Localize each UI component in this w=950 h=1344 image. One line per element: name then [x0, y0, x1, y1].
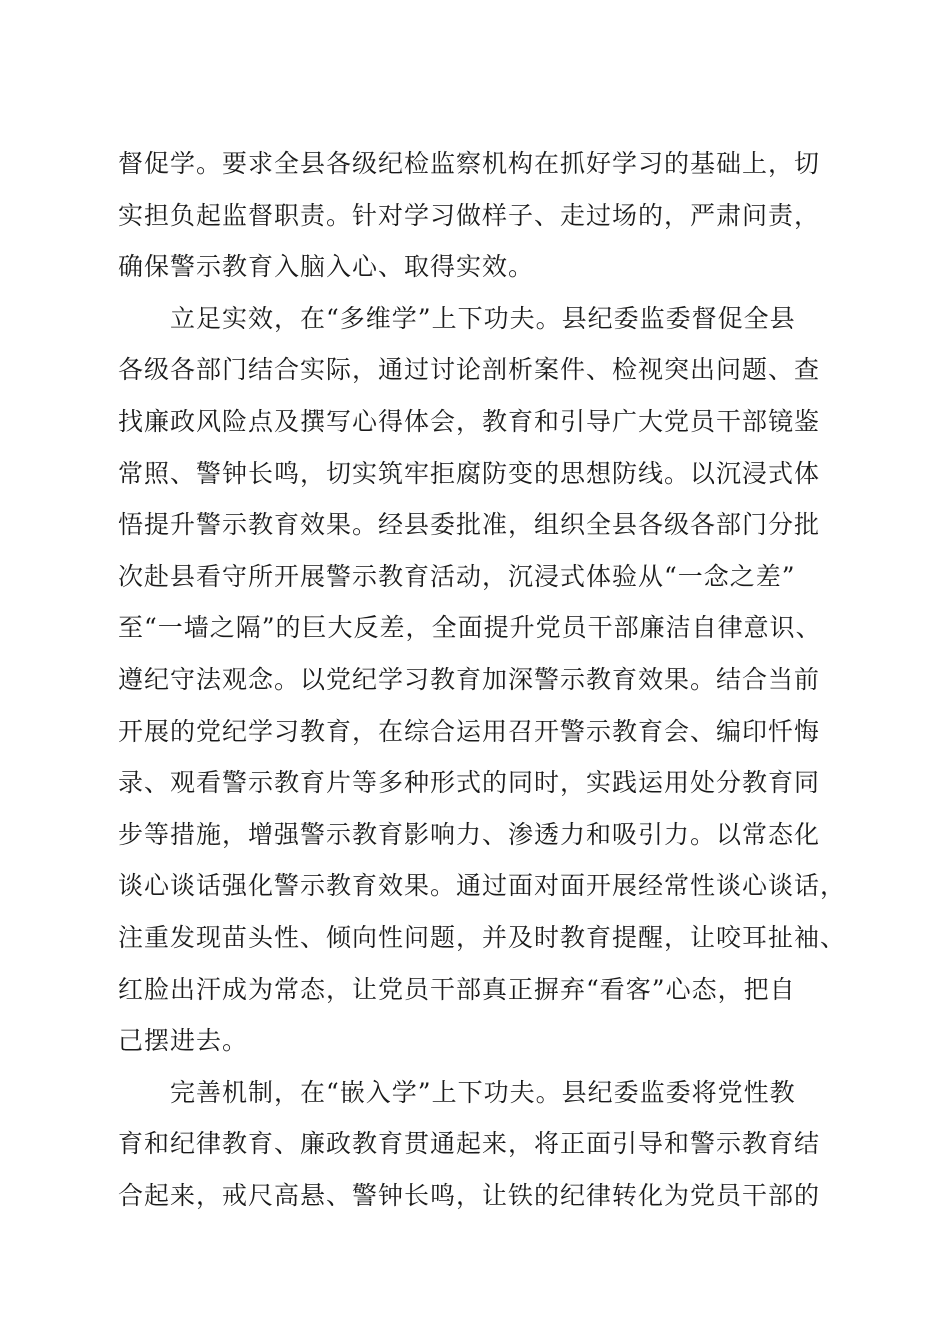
text-line: 立足实效，在“多维学”上下功夫。县纪委监委督促全县	[118, 303, 796, 333]
text-line: 开展的党纪学习教育，在综合运用召开警示教育会、编印忏悔	[118, 716, 821, 746]
text-line: 完善机制，在“嵌入学”上下功夫。县纪委监委将党性教	[118, 1077, 796, 1107]
text-line: 红脸出汗成为常态，让党员干部真正摒弃“看客”心态，把自	[118, 974, 796, 1004]
text-line: 步等措施，增强警示教育影响力、渗透力和吸引力。以常态化	[118, 819, 821, 849]
text-line: 至“一墙之隔”的巨大反差，全面提升党员干部廉洁自律意识、	[118, 613, 822, 643]
text-line: 各级各部门结合实际，通过讨论剖析案件、检视突出问题、查	[118, 355, 821, 385]
text-line: 次赴县看守所开展警示教育活动，沉浸式体验从“一念之差”	[118, 561, 796, 591]
text-line: 确保警示教育入脑入心、取得实效。	[118, 252, 535, 282]
text-line: 找廉政风险点及撰写心得体会，教育和引导广大党员干部镜鉴	[118, 406, 821, 436]
text-line: 实担负起监督职责。针对学习做样子、走过场的，严肃问责，	[118, 200, 821, 230]
text-line: 督促学。要求全县各级纪检监察机构在抓好学习的基础上，切	[118, 149, 821, 178]
text-line: 常照、警钟长鸣，切实筑牢拒腐防变的思想防线。以沉浸式体	[118, 458, 821, 488]
text-line: 育和纪律教育、廉政教育贯通起来，将正面引导和警示教育结	[118, 1129, 821, 1159]
text-line: 己摆进去。	[118, 1026, 249, 1056]
text-line: 注重发现苗头性、倾向性问题，并及时教育提醒，让咬耳扯袖、	[118, 922, 847, 952]
text-line: 合起来，戒尺高悬、警钟长鸣，让铁的纪律转化为党员干部的	[118, 1180, 821, 1210]
text-line: 遵纪守法观念。以党纪学习教育加深警示教育效果。结合当前	[118, 664, 821, 694]
text-line: 谈心谈话强化警示教育效果。通过面对面开展经常性谈心谈话，	[118, 871, 847, 901]
text-line: 录、观看警示教育片等多种形式的同时，实践运用处分教育同	[118, 768, 821, 798]
text-line: 悟提升警示教育效果。经县委批准，组织全县各级各部门分批	[118, 510, 821, 540]
body-text	[118, 138, 858, 1221]
